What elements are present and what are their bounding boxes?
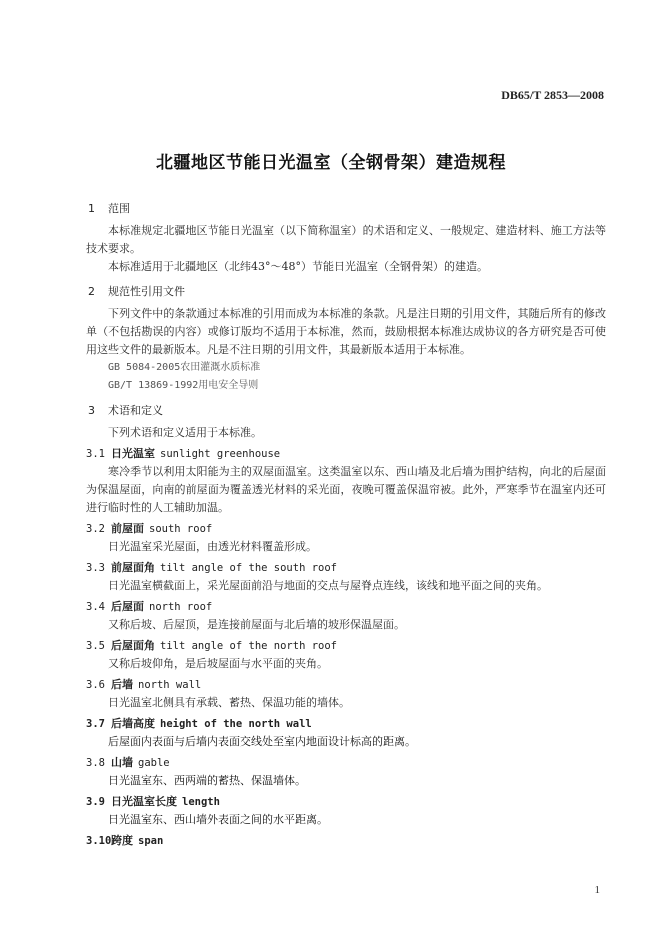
term-number: 3.7: [86, 718, 105, 730]
term-heading: [86, 520, 606, 538]
term-number: 3.9: [86, 796, 105, 808]
term-english: sunlight greenhouse: [160, 448, 281, 460]
term-heading: [86, 637, 606, 655]
term-number: 3.3: [86, 562, 105, 574]
term-heading: [86, 559, 606, 577]
term-definition: 日光温室东、西山墙外表面之间的水平距离。: [108, 813, 328, 826]
document-title: 北疆地区节能日光温室（全钢骨架）建造规程: [156, 153, 506, 173]
section-number: 1: [88, 202, 95, 215]
term-english: north wall: [138, 679, 202, 691]
reference-item: GB/T 13869-1992用电安全导则: [108, 380, 259, 391]
section-number: 3: [88, 404, 95, 417]
term-definition: 又称后坡、后屋顶，是连接前屋面与北后墙的坡形保温屋面。: [108, 618, 405, 631]
term-english: tilt angle of the north roof: [160, 640, 338, 652]
section-title: 规范性引用文件: [108, 285, 185, 298]
term-english: height of the north wall: [160, 718, 312, 730]
reference-item: GB 5084-2005农田灌溉水质标准: [108, 362, 261, 373]
term-chinese: 后屋面: [111, 600, 144, 613]
term-english: south roof: [149, 523, 213, 535]
term-number: 3.1: [86, 448, 105, 460]
page-number: 1: [594, 884, 600, 896]
term-definition: 日光温室东、西两端的蓄热、保温墙体。: [108, 774, 306, 787]
scope-paragraph-2: 本标准适用于北疆地区（北纬43°～48°）节能日光温室（全钢骨架）的建造。: [108, 260, 488, 273]
term-english: north roof: [149, 601, 213, 613]
section-heading-scope: [86, 200, 606, 218]
section-heading-normative-references: [86, 283, 606, 301]
term-chinese: 前屋面: [111, 522, 144, 535]
references-paragraph: 下列文件中的条款通过本标准的引用而成为本标准的条款。凡是注日期的引用文件，其随后所有的修改单（不包括勘误的内容）或修订版均不适用于本标准，然而，鼓励根据本标准达成协议的各方研究是否可使用这些文件的最新版本。凡是不注日期的引用文件，其最新版本适用于本标准。: [86, 307, 606, 356]
section-title: 术语和定义: [108, 404, 163, 417]
term-chinese: 后墙: [111, 678, 133, 691]
term-definition: 日光温室采光屋面，由透光材料覆盖形成。: [108, 540, 317, 553]
term-heading: [86, 598, 606, 616]
term-heading: [86, 715, 606, 733]
term-english: length: [182, 796, 220, 808]
term-definition: 寒冷季节以利用太阳能为主的双屋面温室。这类温室以东、西山墙及北后墙为围护结构，向北的后屋面为保温屋面，向南的前屋面为覆盖透光材料的采光面，夜晚可覆盖保温帘被。此外，严寒季节在温室内还可进行临时性的人工辅助加温。: [86, 465, 606, 514]
terms-intro-paragraph: 下列术语和定义适用于本标准。: [108, 426, 262, 439]
term-chinese: 跨度: [111, 834, 133, 847]
term-number: 3.6: [86, 679, 105, 691]
term-number: 3.8: [86, 757, 105, 769]
term-chinese: 日光温室: [111, 447, 155, 460]
scope-paragraph-1: 本标准规定北疆地区节能日光温室（以下简称温室）的术语和定义、一般规定、建造材料、施工方法等技术要求。: [86, 224, 606, 255]
term-heading: [86, 754, 606, 772]
term-number: 3.10: [86, 835, 112, 847]
document-body: [86, 200, 606, 850]
term-heading: [86, 793, 606, 811]
term-chinese: 后墙高度: [111, 717, 155, 730]
term-chinese: 山墙: [111, 756, 133, 769]
term-english: gable: [138, 757, 170, 769]
term-english: tilt angle of the south roof: [160, 562, 338, 574]
term-chinese: 后屋面角: [111, 639, 155, 652]
term-definition: 日光温室北侧具有承载、蓄热、保温功能的墙体。: [108, 696, 350, 709]
term-heading: [86, 676, 606, 694]
term-chinese: 前屋面角: [111, 561, 155, 574]
term-definition: 后屋面内表面与后墙内表面交线处至室内地面设计标高的距离。: [108, 735, 416, 748]
term-number: 3.4: [86, 601, 105, 613]
section-heading-terms: [86, 402, 606, 420]
term-heading: [86, 445, 606, 463]
term-number: 3.5: [86, 640, 105, 652]
term-english: span: [138, 835, 164, 847]
term-number: 3.2: [86, 523, 105, 535]
term-definition: 日光温室横截面上，采光屋面前沿与地面的交点与屋脊点连线，该线和地平面之间的夹角。: [108, 579, 548, 592]
term-definition: 又称后坡仰角，是后坡屋面与水平面的夹角。: [108, 657, 328, 670]
term-chinese: 日光温室长度: [111, 795, 177, 808]
standard-number: DB65/T 2853—2008: [501, 88, 604, 102]
section-number: 2: [88, 285, 95, 298]
section-title: 范围: [108, 202, 130, 215]
term-heading: [86, 832, 606, 850]
